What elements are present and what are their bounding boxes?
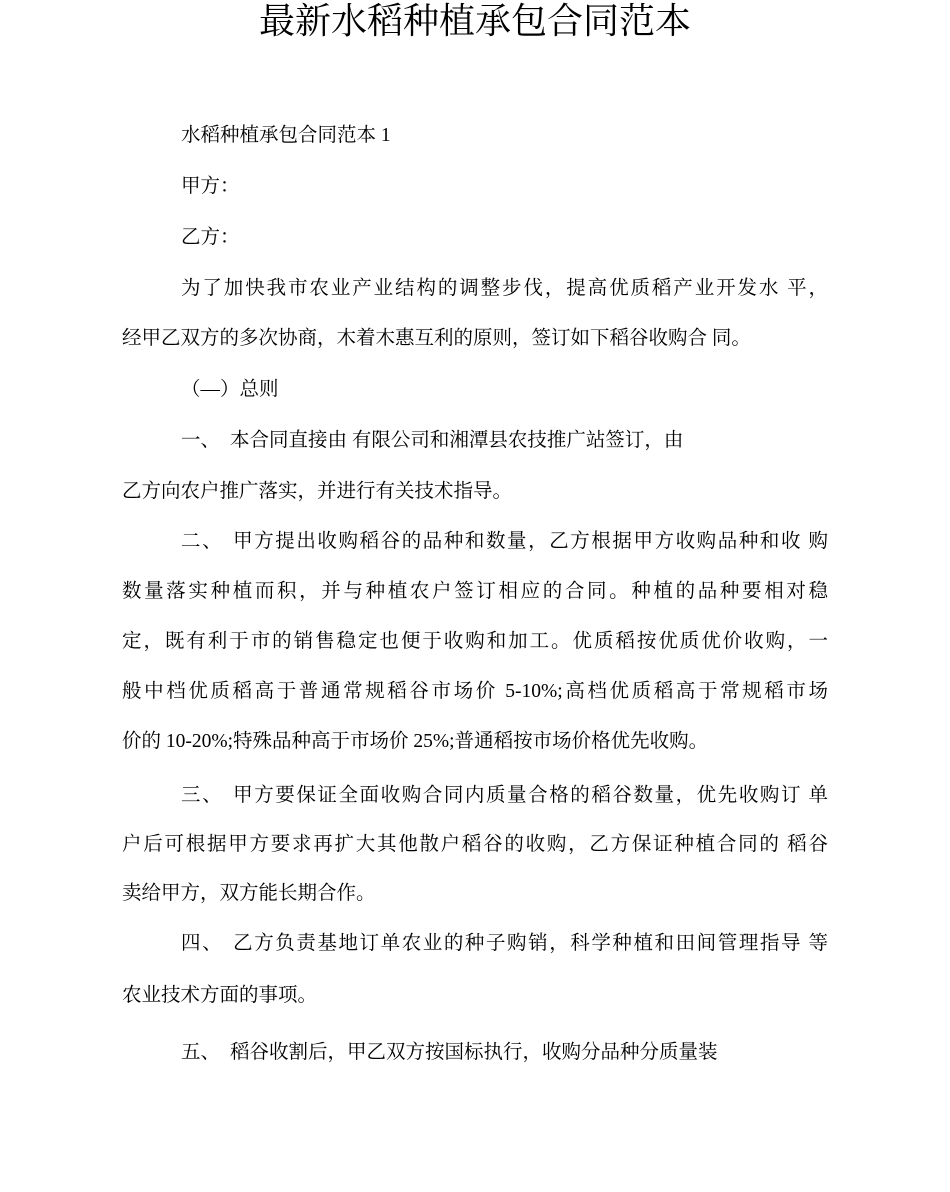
clause-3-line-1 [181, 783, 828, 809]
clause-2-line-3: 定，既有利于市的销售稳定也便于收购和加工。优质稻按优质优价收购，一 [122, 631, 828, 652]
section-general-heading: （—）总则 [181, 379, 279, 400]
clause-4-line-1 [181, 931, 828, 957]
clause-5-text: 稻谷收割后，甲乙双方按国标执行，收购分品种分质量装 [230, 1042, 718, 1063]
intro-line-1: 为了加快我市农业产业结构的调整步伐，提高优质稻产业开发水 平， [181, 278, 828, 299]
clause-3-text: 甲方要保证全面收购合同内质量合格的稻谷数量，优先收购订 单 [233, 785, 828, 806]
clause-4-line-2: 农业技术方面的事项。 [122, 985, 318, 1006]
clause-5-line-1 [181, 1040, 828, 1066]
clause-1-line-1 [181, 428, 828, 454]
clause-2-number: 二、 [181, 531, 224, 552]
clause-2-line-4: 般中档优质稻高于普通常规稻谷市场价 5-10%;高档优质稻高于常规稻市场 [122, 681, 828, 702]
party-a-label: 甲方： [181, 176, 240, 197]
clause-2-line-1 [181, 529, 828, 555]
clause-3-line-2: 户后可根据甲方要求再扩大其他散户稻谷的收购，乙方保证种植合同的 稻谷 [122, 834, 828, 855]
clause-1-line-2: 乙方向农户推广落实，并进行有关技术指导。 [122, 481, 513, 502]
intro-line-2: 经甲乙双方的多次协商，木着木惠互利的原则，签订如下稻谷收购合 同。 [122, 328, 751, 349]
clause-2-line-5: 价的 10-20%;特殊品种高于市场价 25%;普通稻按市场价格优先收购。 [122, 731, 709, 752]
clause-2-line-2: 数量落实种植而积，并与种植农户签订相应的合同。种植的品种要相对稳 [122, 581, 828, 602]
clause-3-line-3: 卖给甲方，双方能长期合作。 [122, 883, 376, 904]
document-title: 最新水稻种植承包合同范本 [258, 1, 691, 42]
clause-3-number: 三、 [181, 785, 224, 806]
party-b-label: 乙方： [181, 227, 240, 248]
clause-2-text: 甲方提出收购稻谷的品种和数量，乙方根据甲方收购品种和收 购 [233, 531, 828, 552]
clause-1-number: 一、 [181, 430, 221, 451]
clause-4-number: 四、 [181, 933, 224, 954]
contract-subtitle: 水稻种植承包合同范本 1 [181, 125, 391, 146]
clause-5-number: 五、 [181, 1042, 221, 1063]
clause-1-text: 本合同直接由 有限公司和湘潭县农技推广站签订，由 [230, 430, 684, 451]
clause-4-text: 乙方负责基地订单农业的种子购销，科学种植和田间管理指导 等 [233, 933, 828, 954]
